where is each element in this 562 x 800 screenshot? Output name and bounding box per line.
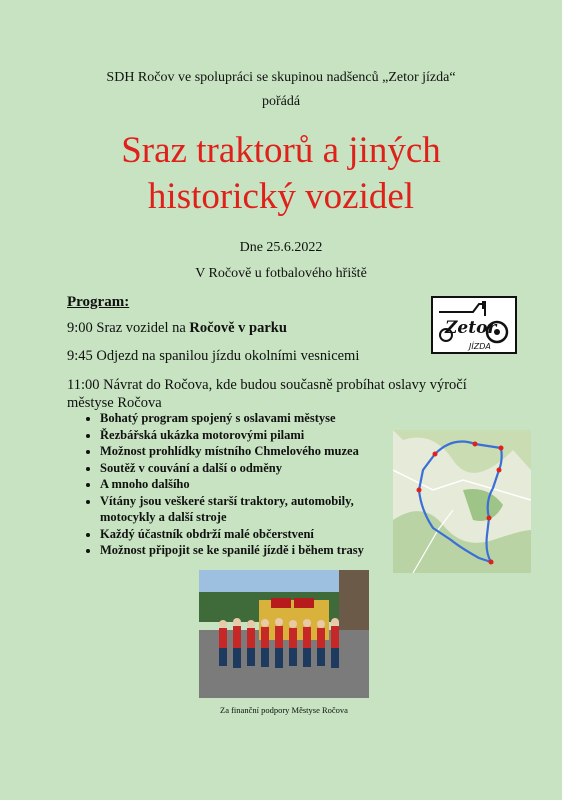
program-text: Návrat do Ročova, kde budou současně probíhat oslavy výročí městyse Ročova (67, 377, 467, 411)
program-text: Odjezd na spanilou jízdu okolními vesnicemi (96, 348, 360, 364)
event-photo (199, 570, 369, 698)
event-date: Dne 25.6.2022 (239, 240, 323, 255)
event-title-line-1: Sraz traktorů a jiných (121, 130, 441, 171)
program-time: 9:45 (67, 348, 93, 364)
route-map-image (393, 430, 531, 573)
list-item: • Řezbářská ukázka motorovými pilami (100, 427, 400, 444)
program-time: 9:00 (67, 320, 93, 336)
tractor-logo-icon (433, 298, 515, 352)
event-title (0, 128, 562, 220)
list-item: • A mnoho dalšího (100, 476, 400, 493)
list-item: • Vítány jsou veškeré starší traktory, automobily, motocykly a další stroje (100, 493, 400, 526)
list-item: • Soutěž v couvání a další o odměny (100, 460, 400, 477)
organizer-verb: pořádá (261, 94, 301, 109)
program-item-2 (67, 348, 359, 365)
list-item: • Možnost prohlídky místního Chmelového muzea (100, 443, 400, 460)
funding-caption: Za finanční podpory Městyse Ročova (220, 705, 348, 715)
zetor-jizda-logo (431, 296, 517, 354)
list-item: • Každý účastník obdrží malé občerstvení (100, 526, 400, 543)
list-item: • Možnost připojit se ke spanilé jízdě i během trasy (100, 542, 400, 559)
logo-text: Zetor (445, 318, 497, 338)
program-time: 11:00 (67, 377, 100, 393)
program-highlight: Ročově v parku (189, 320, 287, 336)
program-bullet-list (80, 410, 400, 559)
organizer-line: SDH Ročov ve spolupráci se skupinou nadšenců „Zetor jízda“ (106, 70, 456, 85)
event-title-line-2: historický vozidel (147, 176, 415, 217)
event-place: V Ročově u fotbalového hřiště (195, 266, 367, 281)
program-heading: Program: (67, 294, 130, 310)
program-item-3 (67, 376, 467, 412)
program-item-1 (67, 320, 287, 337)
list-item: • Bohatý program spojený s oslavami městyse (100, 410, 400, 427)
program-text: Sraz vozidel na (96, 320, 186, 336)
logo-subtext: JÍZDA (469, 342, 491, 351)
